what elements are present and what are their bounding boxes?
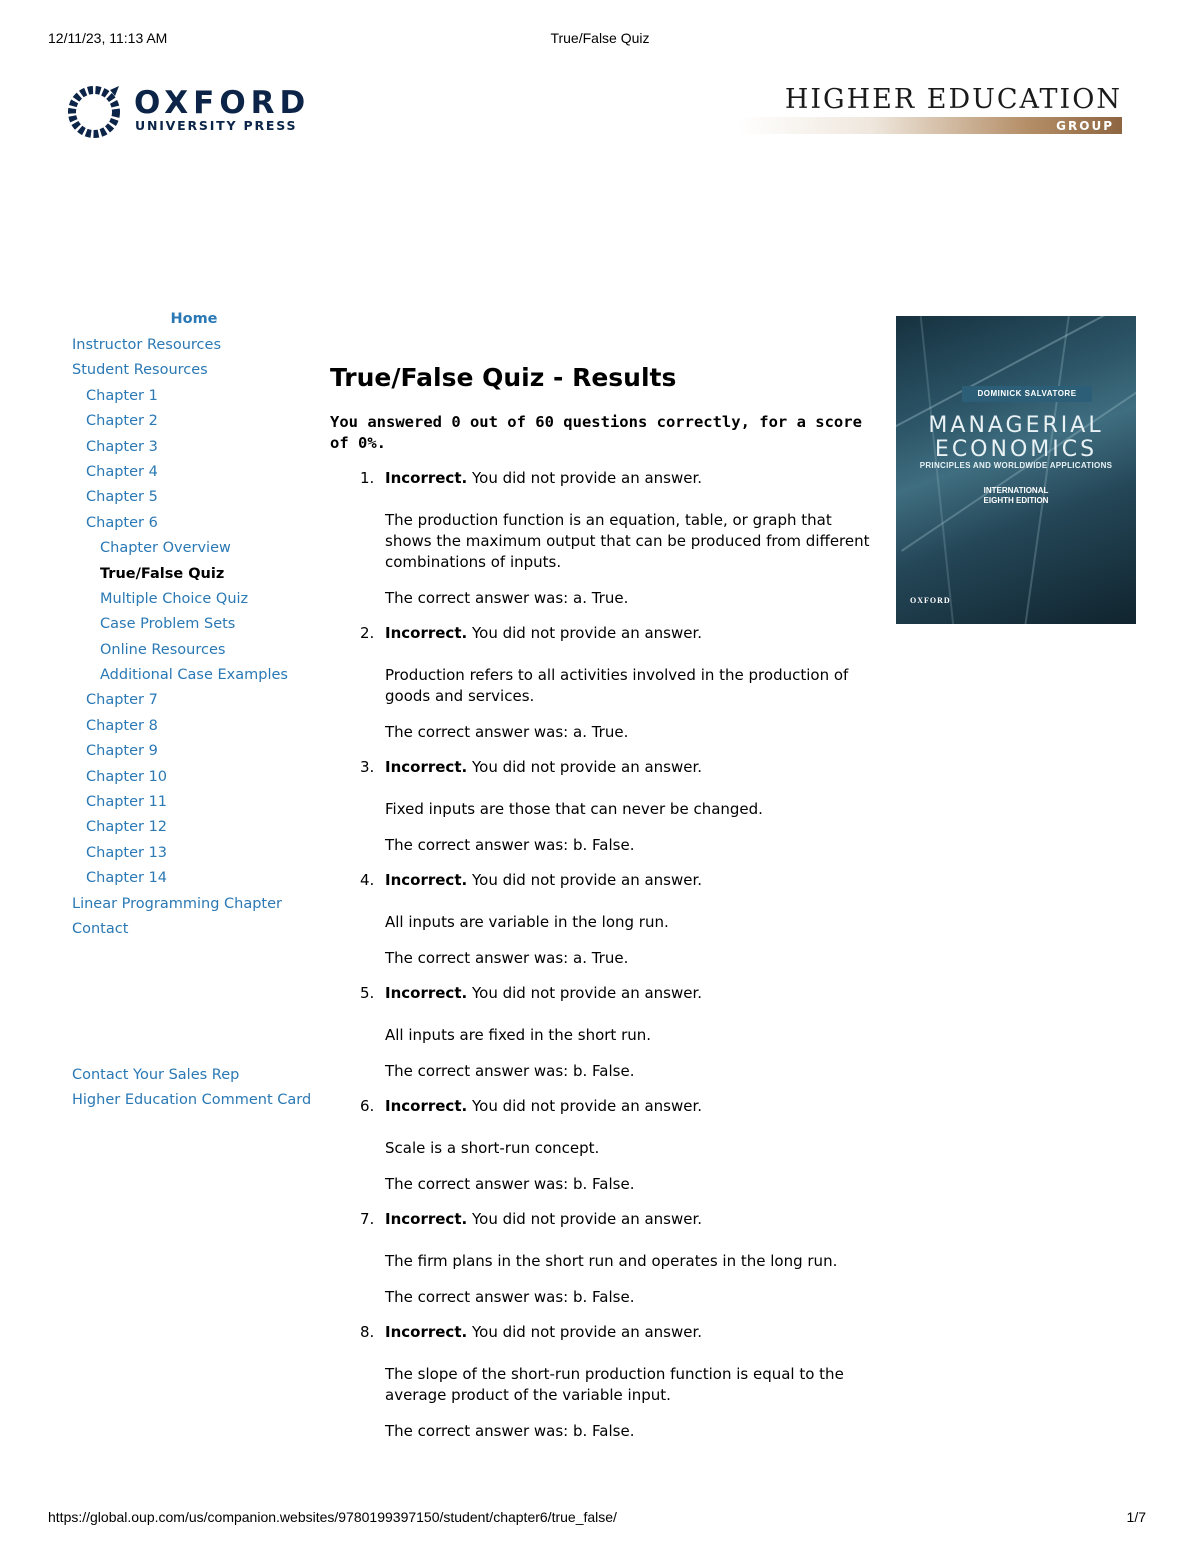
sidebar-item-chapter-9[interactable]: Chapter 9 — [86, 743, 158, 760]
question-status-label: Incorrect. — [385, 469, 468, 487]
question-item — [330, 757, 882, 870]
question-status-line — [385, 1209, 882, 1230]
sidebar-item-chapter-7[interactable]: Chapter 7 — [86, 692, 158, 709]
print-footer-url: https://global.oup.com/us/companion.websites/9780199397150/student/chapter6/true_false/ — [48, 1509, 617, 1525]
sidebar-home-link[interactable]: Home — [170, 311, 218, 327]
question-statement: The firm plans in the short run and operates in the long run. — [385, 1252, 838, 1270]
question-status-label: Incorrect. — [385, 1097, 468, 1115]
book-author: DOMINICK SALVATORE — [962, 386, 1092, 402]
question-status-line — [385, 983, 882, 1004]
question-item — [330, 1209, 882, 1322]
page-title: True/False Quiz - Results — [330, 363, 677, 392]
print-header — [0, 30, 1200, 50]
book-edition-line1: INTERNATIONAL — [983, 486, 1049, 495]
question-item — [330, 1096, 882, 1209]
question-status-label: Incorrect. — [385, 871, 468, 889]
question-correct-answer: The correct answer was: a. True. — [385, 723, 629, 741]
sidebar-item-online-resources[interactable]: Online Resources — [100, 641, 226, 658]
question-item — [330, 983, 882, 1096]
book-publisher: OXFORD — [910, 596, 951, 605]
sidebar-item-chapter-14[interactable]: Chapter 14 — [86, 870, 168, 887]
question-number: 3. — [360, 758, 375, 776]
book-edition — [896, 486, 1136, 506]
heg-group-label: GROUP — [1056, 119, 1114, 133]
sidebar-extra-links — [72, 1066, 312, 1116]
question-correct-answer: The correct answer was: b. False. — [385, 1175, 635, 1193]
question-status-label: Incorrect. — [385, 1210, 468, 1228]
quiz-results — [330, 360, 882, 1456]
question-number: 2. — [360, 624, 375, 642]
sidebar-item-multiple-choice-quiz[interactable]: Multiple Choice Quiz — [100, 590, 249, 607]
print-footer-page: 1/7 — [1126, 1509, 1146, 1525]
question-correct-answer: The correct answer was: b. False. — [385, 1288, 635, 1306]
question-statement: The production function is an equation, table, or graph that shows the maximum output that can be produced from different combinations of inputs. — [385, 511, 870, 571]
question-status-label: Incorrect. — [385, 1323, 468, 1341]
sidebar-item-contact[interactable]: Contact — [72, 920, 129, 937]
question-item — [330, 468, 882, 623]
question-statement: All inputs are fixed in the short run. — [385, 1026, 652, 1044]
question-number: 8. — [360, 1323, 375, 1341]
sidebar-item-additional-case-examples[interactable]: Additional Case Examples — [100, 667, 288, 684]
book-title-line1: MANAGERIAL — [928, 413, 1104, 438]
question-statement: All inputs are variable in the long run. — [385, 913, 669, 931]
sidebar-item-linear-programming-chapter[interactable]: Linear Programming Chapter — [72, 895, 282, 912]
sidebar-item-chapter-12[interactable]: Chapter 12 — [86, 819, 168, 836]
question-status-note: You did not provide an answer. — [471, 1323, 703, 1341]
question-item — [330, 623, 882, 757]
question-number: 5. — [360, 984, 375, 1002]
question-status-note: You did not provide an answer. — [471, 1097, 703, 1115]
sidebar-item-chapter-3[interactable]: Chapter 3 — [86, 438, 158, 455]
sidebar-item-chapter-8[interactable]: Chapter 8 — [86, 717, 158, 734]
print-footer — [0, 1509, 1200, 1529]
question-correct-answer: The correct answer was: b. False. — [385, 836, 635, 854]
question-statement: Scale is a short-run concept. — [385, 1139, 600, 1157]
sidebar-item-chapter-10[interactable]: Chapter 10 — [86, 768, 168, 785]
question-correct-answer: The correct answer was: a. True. — [385, 589, 629, 607]
heg-title: HIGHER EDUCATION — [784, 84, 1122, 115]
question-status-note: You did not provide an answer. — [471, 469, 703, 487]
question-number: 1. — [360, 469, 375, 487]
score-summary: You answered 0 out of 60 questions correctly, for a score of 0%. — [330, 413, 862, 452]
sidebar-item-chapter-11[interactable]: Chapter 11 — [86, 794, 168, 811]
sidebar-item-chapter-1[interactable]: Chapter 1 — [86, 387, 158, 404]
sidebar-item-true-false-quiz[interactable]: True/False Quiz — [100, 565, 225, 582]
question-status-line — [385, 623, 882, 644]
question-statement: Production refers to all activities involved in the production of goods and services. — [385, 666, 849, 705]
sidebar-nav-list — [72, 333, 312, 942]
question-correct-answer: The correct answer was: b. False. — [385, 1422, 635, 1440]
print-header-datetime: 12/11/23, 11:13 AM — [48, 30, 168, 46]
sidebar-item-chapter-2[interactable]: Chapter 2 — [86, 413, 158, 430]
question-status-note: You did not provide an answer. — [471, 624, 703, 642]
sidebar-item-case-problem-sets[interactable]: Case Problem Sets — [100, 616, 236, 633]
question-status-line — [385, 468, 882, 489]
sidebar-item-chapter-13[interactable]: Chapter 13 — [86, 844, 168, 861]
book-title-line2: ECONOMICS — [934, 437, 1098, 462]
question-statement: The slope of the short-run production function is equal to the average product of the variable input. — [385, 1365, 844, 1404]
sidebar-item-chapter-5[interactable]: Chapter 5 — [86, 489, 158, 506]
question-number: 7. — [360, 1210, 375, 1228]
book-subtitle: PRINCIPLES AND WORLDWIDE APPLICATIONS — [919, 461, 1113, 470]
question-status-line — [385, 1322, 882, 1343]
sidebar-item-chapter-overview[interactable]: Chapter Overview — [100, 540, 231, 557]
question-status-line — [385, 1096, 882, 1117]
question-statement: Fixed inputs are those that can never be changed. — [385, 800, 763, 818]
question-status-note: You did not provide an answer. — [471, 1210, 703, 1228]
comment-card-link[interactable]: Higher Education Comment Card — [72, 1092, 312, 1108]
question-correct-answer: The correct answer was: b. False. — [385, 1062, 635, 1080]
sidebar-item-chapter-4[interactable]: Chapter 4 — [86, 463, 158, 480]
question-status-note: You did not provide an answer. — [471, 871, 703, 889]
question-item — [330, 870, 882, 983]
question-status-line — [385, 870, 882, 891]
sidebar-nav — [72, 308, 312, 942]
question-status-label: Incorrect. — [385, 758, 468, 776]
question-list — [330, 468, 882, 1456]
heg-gradient-bar — [738, 117, 1122, 134]
oxford-subtitle: UNIVERSITY PRESS — [135, 118, 298, 133]
question-status-label: Incorrect. — [385, 624, 468, 642]
contact-sales-rep-link[interactable]: Contact Your Sales Rep — [72, 1067, 240, 1083]
question-item — [330, 1322, 882, 1456]
question-status-label: Incorrect. — [385, 984, 468, 1002]
question-correct-answer: The correct answer was: a. True. — [385, 949, 629, 967]
book-edition-line2: EIGHTH EDITION — [983, 496, 1049, 505]
oxford-university-press-logo[interactable] — [66, 84, 311, 140]
question-number: 4. — [360, 871, 375, 889]
oxford-wordmark: OXFORD — [134, 85, 311, 121]
oxford-ring-icon — [66, 84, 124, 140]
question-number: 6. — [360, 1097, 375, 1115]
question-status-note: You did not provide an answer. — [471, 758, 703, 776]
print-header-title: True/False Quiz — [550, 30, 650, 46]
higher-education-group-logo[interactable] — [738, 84, 1126, 136]
question-status-note: You did not provide an answer. — [471, 984, 703, 1002]
sidebar-item-chapter-6[interactable]: Chapter 6 — [86, 514, 158, 531]
sidebar-item-instructor-resources[interactable]: Instructor Resources — [72, 337, 222, 353]
question-status-line — [385, 757, 882, 778]
book-cover[interactable] — [896, 316, 1136, 624]
sidebar-item-student-resources[interactable]: Student Resources — [72, 362, 208, 379]
